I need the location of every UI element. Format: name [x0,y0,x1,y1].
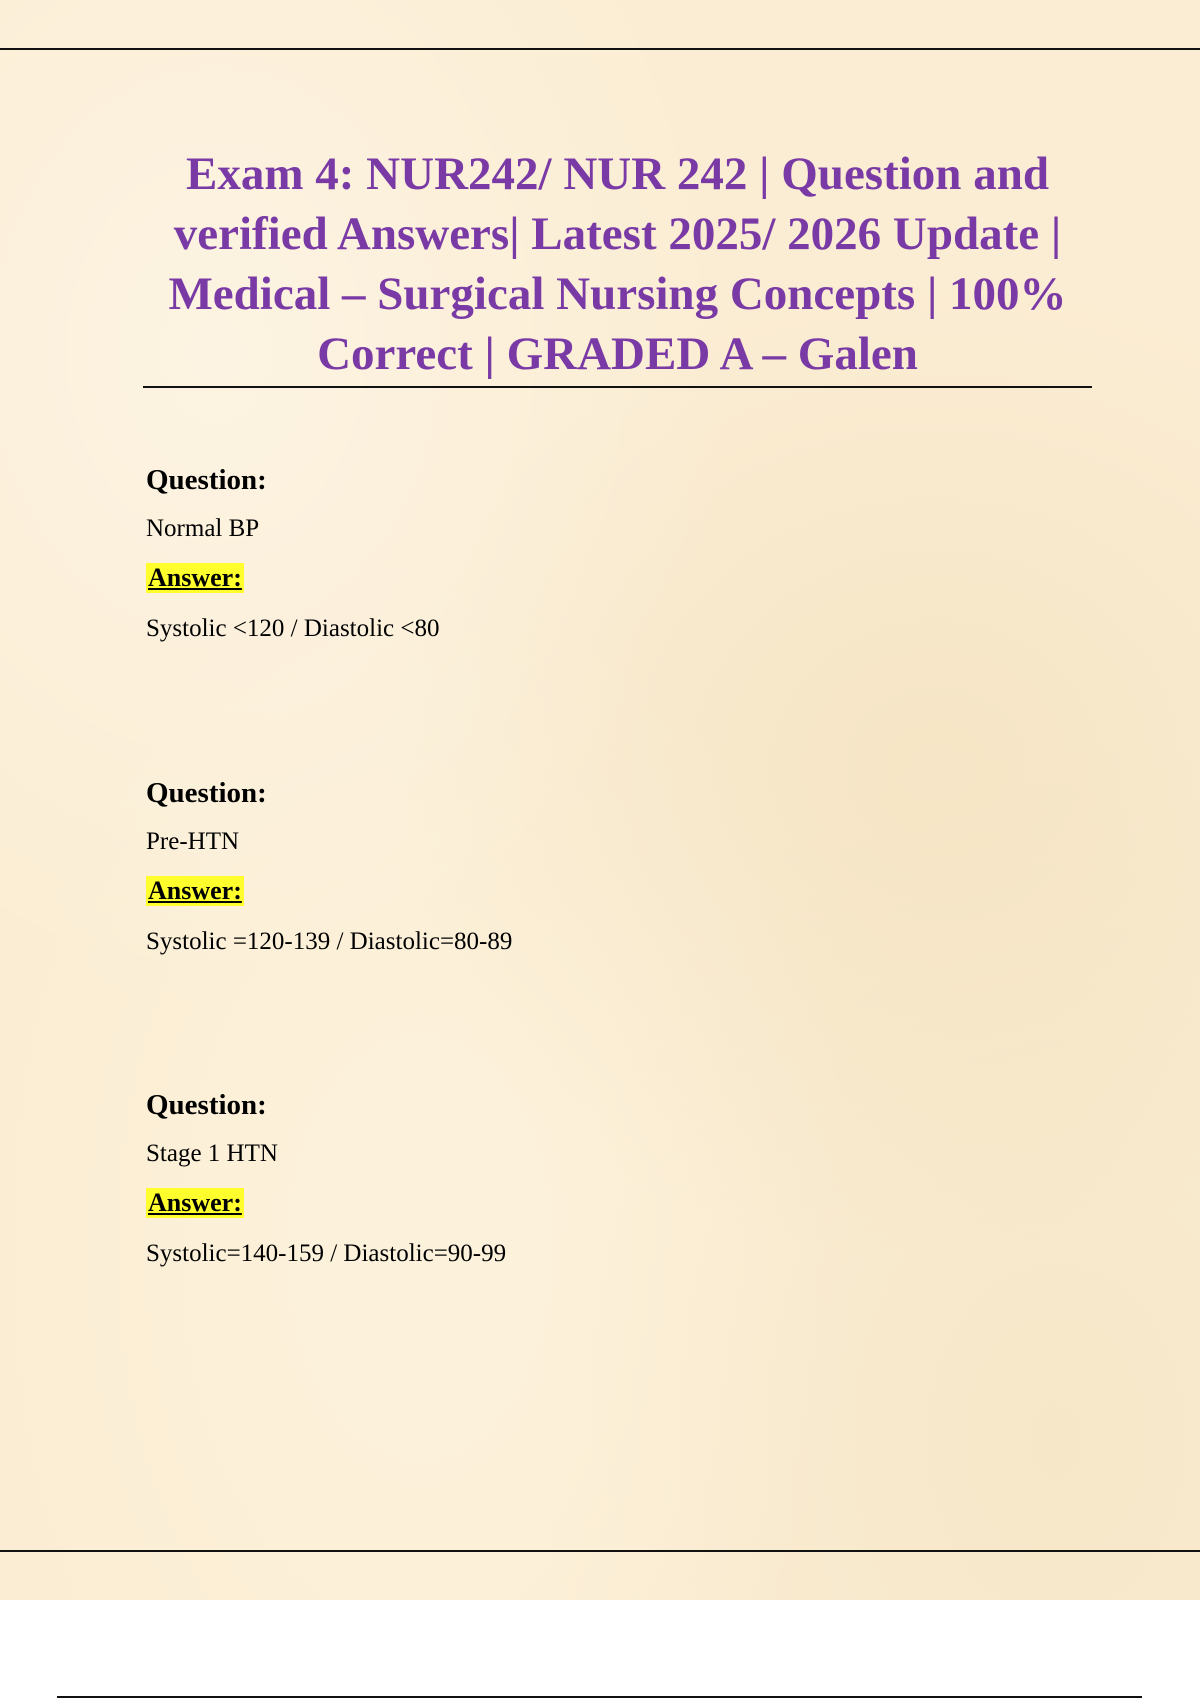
answer-label: Answer: [148,876,242,905]
qa-item [146,460,1046,645]
footer-divider [57,1696,1142,1698]
question-label: Question: [146,777,267,809]
answer-text: Systolic =120-139 / Diastolic=80-89 [146,928,513,955]
qa-item [146,1085,1046,1270]
question-text: Pre-HTN [146,828,240,855]
question-label: Question: [146,464,267,496]
question-text: Normal BP [146,515,260,542]
answer-label: Answer: [148,1188,242,1217]
answer-label-row [146,563,1046,595]
answer-label-row [146,1188,1046,1220]
answer-text: Systolic <120 / Diastolic <80 [146,615,440,642]
title-underline [143,386,1092,388]
question-label: Question: [146,1089,267,1121]
bottom-divider [0,1550,1200,1552]
question-text: Stage 1 HTN [146,1140,278,1167]
document-title: Exam 4: NUR242/ NUR 242 | Question and verified Answers| Latest 2025/ 2026 Update | Medical – Surgical Nursing Concepts | 100% Correct | GRADED A – Galen [168,148,1067,380]
qa-item [146,773,1046,958]
answer-text: Systolic=140-159 / Diastolic=90-99 [146,1240,507,1267]
answer-label: Answer: [148,563,242,592]
top-divider [0,48,1200,50]
answer-label-row [146,876,1046,908]
